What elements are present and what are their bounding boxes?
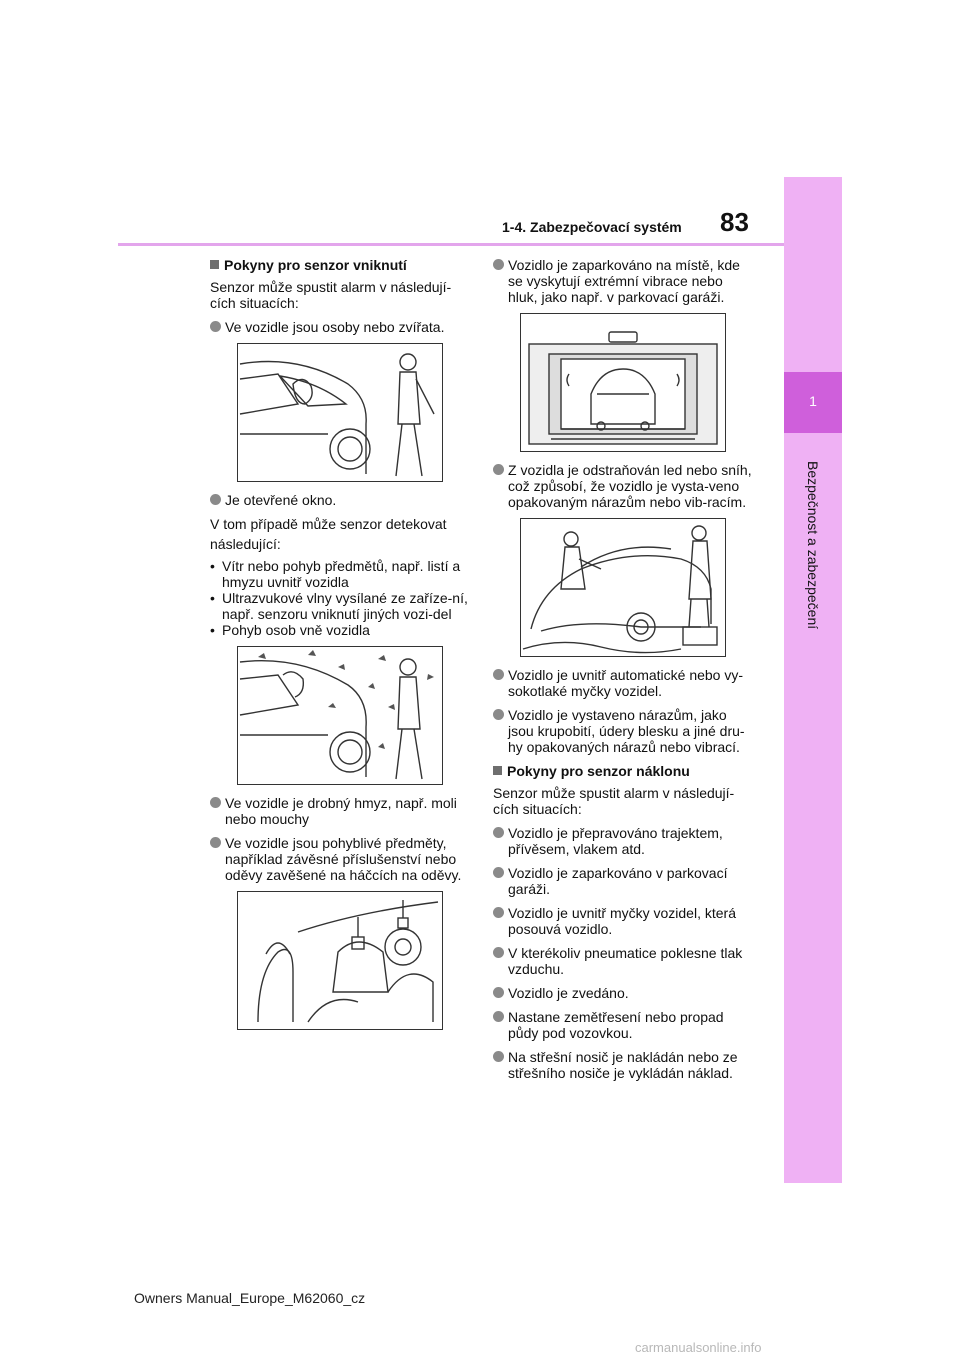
list-item: Ve vozidle jsou pohyblivé předměty, například závěsné příslušenství nebo oděvy zavěšené na háčcích na oděvy. (210, 835, 472, 883)
list-item: Vozidlo je přepravováno trajektem, přívěsem, vlakem atd. (493, 825, 755, 857)
circle-bullet-icon (493, 709, 504, 720)
chapter-side-strip (784, 177, 842, 1183)
right-column (493, 257, 755, 1089)
circle-bullet-icon (493, 1051, 504, 1062)
circle-bullet-icon (210, 321, 221, 332)
list-item: Na střešní nosič je nakládán nebo ze střešního nosiče je vykládán náklad. (493, 1049, 755, 1081)
page-number: 83 (720, 207, 749, 237)
tilt-sensor-heading: Pokyny pro senzor náklonu (493, 763, 755, 779)
list-item: V kterékoliv pneumatice poklesne tlak vzduchu. (493, 945, 755, 977)
circle-bullet-icon (493, 259, 504, 270)
circle-bullet-icon (493, 947, 504, 958)
circle-bullet-icon (493, 827, 504, 838)
circle-bullet-icon (493, 867, 504, 878)
list-item: Vozidlo je uvnitř automatické nebo vy-sokotlaké myčky vozidel. (493, 667, 755, 699)
square-bullet-icon (210, 260, 219, 269)
circle-bullet-icon (493, 907, 504, 918)
left-column (210, 257, 472, 1040)
footer-manual-id: Owners Manual_Europe_M62060_cz (134, 1290, 366, 1306)
sub-list-item: • Vítr nebo pohyb předmětů, např. listí a hmyzu uvnitř vozidla (210, 558, 461, 590)
list-item: Z vozidla je odstraňován led nebo sníh, což způsobí, že vozidlo je vysta-veno opakovaným nárazům nebo vib-racím. (493, 462, 755, 510)
circle-bullet-icon (493, 987, 504, 998)
list-item: Vozidlo je vystaveno nárazům, jako jsou krupobití, údery blesku a jiné dru-hy opakovaných nárazů nebo vibrací. (493, 707, 755, 755)
circle-bullet-icon (210, 797, 221, 808)
header-rule (118, 243, 784, 246)
sub-list-item: • Ultrazvukové vlny vysílané ze zaříze-ní, např. senzoru vniknutí jiných vozi-del (210, 590, 468, 622)
open-window-note-line1: V tom případě může senzor detekovat (210, 516, 447, 532)
intro-paragraph-tilt: Senzor může spustit alarm v následují-cích situacích: (493, 785, 735, 817)
list-item: Je otevřené okno. (210, 492, 472, 508)
list-item: Ve vozidle je drobný hmyz, např. moli nebo mouchy (210, 795, 472, 827)
watermark[interactable]: carmanualsonline.info (635, 1340, 762, 1355)
list-item: Vozidlo je zvedáno. (493, 985, 755, 1001)
illustration-snow-removal (520, 518, 726, 657)
illustration-parking-garage (520, 313, 726, 452)
square-bullet-icon (493, 766, 502, 775)
circle-bullet-icon (493, 669, 504, 680)
illustration-people-animals (237, 343, 443, 482)
list-item: Ve vozidle jsou osoby nebo zvířata. (210, 319, 472, 335)
circle-bullet-icon (493, 1011, 504, 1022)
illustration-hanging-objects (237, 891, 443, 1030)
list-item: Vozidlo je zaparkováno v parkovací garáži. (493, 865, 755, 897)
open-window-note-line2: následující: (210, 536, 281, 552)
chapter-number: 1 (809, 393, 817, 409)
chapter-title-vertical: Bezpečnost a zabezpečení (805, 460, 821, 630)
section-title: 1-4. Zabezpečovací systém (502, 219, 682, 235)
circle-bullet-icon (210, 494, 221, 505)
list-item: Nastane zemětřesení nebo propad půdy pod vozovkou. (493, 1009, 755, 1041)
circle-bullet-icon (210, 837, 221, 848)
list-item: Vozidlo je zaparkováno na místě, kde se vyskytují extrémní vibrace nebo hluk, jako např. v parkovací garáži. (493, 257, 755, 305)
intro-paragraph: Senzor může spustit alarm v následují-cích situacích: (210, 279, 452, 311)
illustration-open-window (237, 646, 443, 785)
circle-bullet-icon (493, 464, 504, 475)
list-item: Vozidlo je uvnitř myčky vozidel, která posouvá vozidlo. (493, 905, 755, 937)
intrusion-sensor-heading: Pokyny pro senzor vniknutí (210, 257, 472, 273)
sub-list (210, 558, 472, 638)
sub-list-item: • Pohyb osob vně vozidla (210, 622, 370, 638)
